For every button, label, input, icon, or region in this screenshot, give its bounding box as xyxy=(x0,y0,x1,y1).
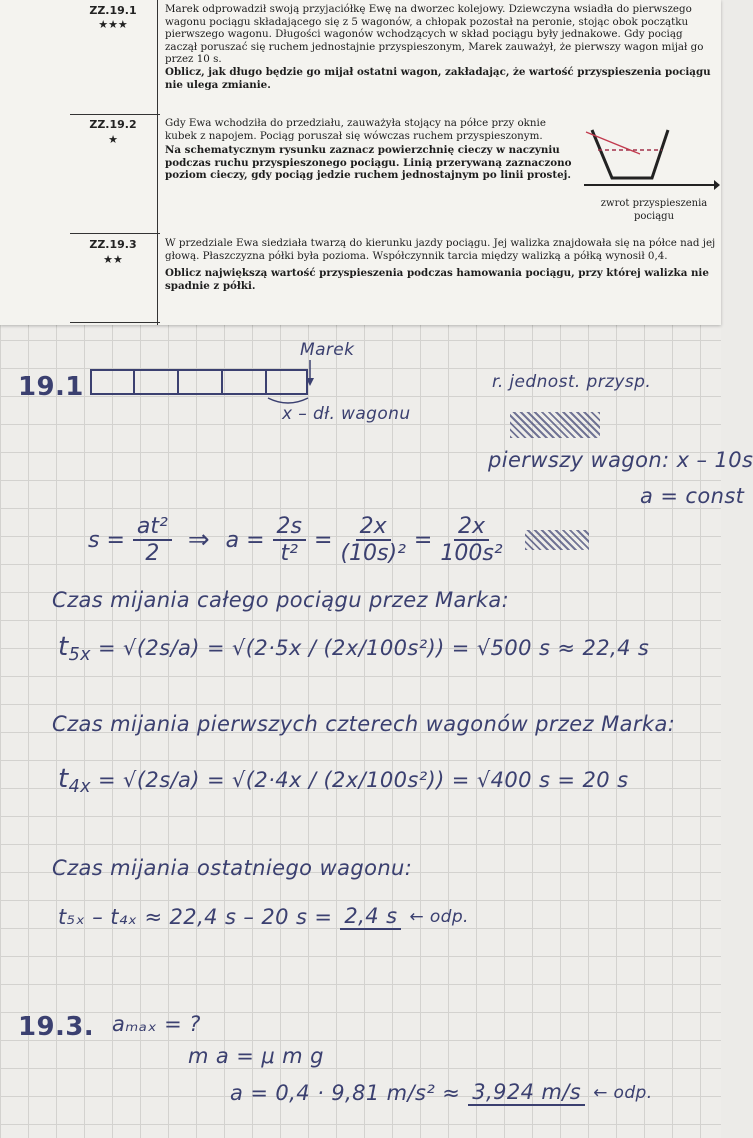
t5x-rest: = √(2s/a) = √(2·5x / (2x/100s²)) = √500 s ≈ 22,4 s xyxy=(97,636,650,660)
eq1-frac1-num: at² xyxy=(133,514,172,541)
eq-a-lhs: a = 0,4 · 9,81 m/s² ≈ xyxy=(230,1081,461,1105)
answer-mark-1: ← odp. xyxy=(409,907,469,927)
cup-figure xyxy=(580,120,720,195)
eq1-frac2-den: t² xyxy=(280,541,298,566)
eq1-fraction-3 xyxy=(340,514,405,566)
uniform-accel-note: r. jednost. przysp. xyxy=(492,372,652,392)
figure-caption: zwrot przyspieszenia pociągu xyxy=(600,198,708,222)
equation-ma: m a = μ m g xyxy=(188,1044,324,1068)
eq1-equals-2: = xyxy=(413,527,433,553)
printed-exercise-sheet xyxy=(0,0,721,325)
problem-question-1: Oblicz, jak długo będzie go mijał ostatni wagon, zakładając, że wartość przyspieszenia pociągu nie ulega zmianie. xyxy=(165,65,711,91)
eq1-frac3-num: 2x xyxy=(356,514,391,541)
row-divider-1 xyxy=(70,114,160,115)
problem-body-2: Gdy Ewa wchodziła do przedziału, zauważyła stojący na półce przy oknie kubek z napojem. Pociąg poruszał się wówczas ruchem przyspieszonym. xyxy=(165,117,546,142)
scribble-2 xyxy=(525,530,589,550)
t5x-t: t xyxy=(58,632,69,662)
heading-four-wagons: Czas mijania pierwszych czterech wagonów przez Marka: xyxy=(52,712,676,736)
equation-t4x xyxy=(58,764,628,797)
difficulty-stars-2: ★ xyxy=(108,133,118,146)
t4x-sub: 4x xyxy=(68,777,91,798)
difficulty-stars-3: ★★ xyxy=(103,253,123,266)
equation-a xyxy=(230,1080,653,1106)
scribbled-out-text xyxy=(510,412,600,438)
last-lhs: t₅ₓ – t₄ₓ ≈ 22,4 s – 20 s = xyxy=(58,905,333,929)
first-wagon-note: pierwszy wagon: x – 10s xyxy=(488,448,753,472)
equation-1 xyxy=(88,505,589,575)
answer-mark-2: ← odp. xyxy=(593,1083,653,1103)
problem-question-3: Oblicz największą wartość przyspieszenia podczas hamowania pociągu, przy której walizka nie spadnie z półki. xyxy=(165,267,709,292)
problem-body-3: W przedziale Ewa siedziała twarzą do kierunku jazdy pociągu. Jej walizka znajdowała się na półce nad jej głową. Płaszczyzna półki była pozioma. Współczynnik tarcia między walizką a półką wynosił 0,4. xyxy=(165,237,716,262)
result-a: 3,924 m/s xyxy=(468,1080,585,1106)
eq1-frac4-den: 100s² xyxy=(440,541,503,566)
difficulty-stars-1: ★★★ xyxy=(98,18,128,31)
eq1-equals: = xyxy=(314,527,333,553)
problem-body-1: Marek odprowadził swoją przyjaciółkę Ewę na dworzec kolejowy. Dziewczyna wsiadła do pierwszego wagonu pociągu składającego się z 5 wagonów, a chłopak pozostał na peronie, stojąc obok początku pierwszego wagonu. Długości wagonów wchodzących w skład pociągu były jednakowe. Gdy pociąg zaczął poruszać się ruchem jednostajnie przyspieszonym, Marek zauważył, że pierwszy wagon mijał go przez 10 s. xyxy=(165,3,704,66)
wagon-length-note: x – dł. wagonu xyxy=(282,404,411,424)
eq1-fraction-2 xyxy=(273,514,306,566)
eq1-frac4-num: 2x xyxy=(454,514,489,541)
eq1-lhs: s = xyxy=(88,527,125,553)
label-19-3: 19.3. xyxy=(18,1012,95,1042)
column-divider xyxy=(157,0,158,325)
eq1-fraction-1 xyxy=(133,514,172,566)
problem-id-1: ZZ.19.1 xyxy=(89,4,137,17)
equation-t5x xyxy=(58,632,649,665)
marek-label: Marek xyxy=(300,340,355,360)
problem-id-3: ZZ.19.3 xyxy=(89,238,137,251)
problem-text-3 xyxy=(165,237,717,292)
t5x-sub: 5x xyxy=(68,645,91,666)
problem-text-2 xyxy=(165,117,575,182)
problem-id-2: ZZ.19.2 xyxy=(89,118,137,131)
row-divider-2 xyxy=(70,233,160,234)
last-result: 2,4 s xyxy=(340,904,401,930)
label-19-1: 19.1 xyxy=(18,372,84,402)
heading-whole-train: Czas mijania całego pociągu przez Marka: xyxy=(52,588,510,612)
eq1-fraction-4 xyxy=(440,514,502,566)
a-const-note: a = const xyxy=(640,484,745,508)
eq1-a: a = xyxy=(225,527,265,553)
heading-last-wagon: Czas mijania ostatniego wagonu: xyxy=(52,856,413,880)
problem-text-1 xyxy=(165,3,717,91)
eq1-arrow: ⇒ xyxy=(187,525,210,555)
eq1-frac3-den: (10s)² xyxy=(340,541,406,566)
equation-last xyxy=(58,904,469,930)
row-divider-3 xyxy=(70,322,160,323)
amax-question: aₘₐₓ = ? xyxy=(112,1012,201,1036)
eq1-frac2-num: 2s xyxy=(273,514,306,541)
t4x-t: t xyxy=(58,764,69,794)
eq1-frac1-den: 2 xyxy=(145,541,160,566)
problem-question-2: Na schematycznym rysunku zaznacz powierzchnię cieczy w naczyniu podczas ruchu przyspieszonego pociągu. Linią przerywaną zaznaczono poziom cieczy, gdy pociąg jedzie ruchem jednostajnym po linii prostej. xyxy=(165,144,572,182)
t4x-rest: = √(2s/a) = √(2·4x / (2x/100s²)) = √400 s = 20 s xyxy=(97,768,629,792)
